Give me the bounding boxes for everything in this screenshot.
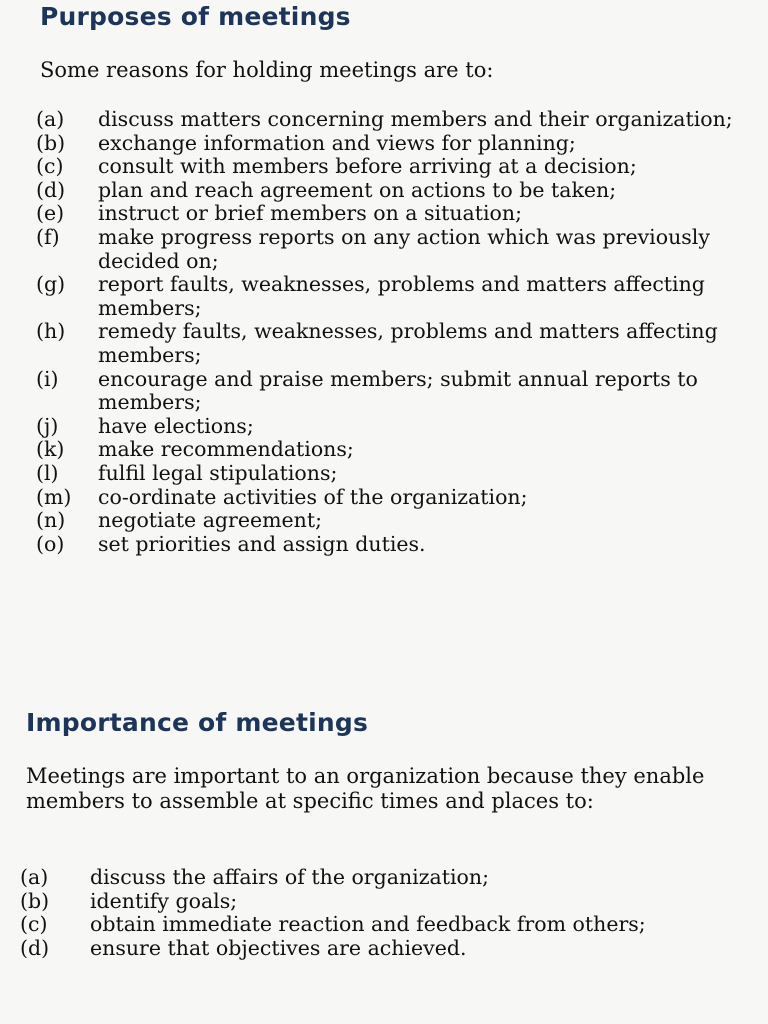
item-text: plan and reach agreement on actions to be taken; [98, 177, 617, 202]
list-item [20, 913, 732, 937]
purposes-heading: Purposes of meetings [40, 2, 351, 31]
importance-intro: Meetings are important to an organization because they enable members to assemble at specific times and places to: [26, 764, 705, 813]
item-text: exchange information and views for planning; [98, 130, 576, 155]
list-item [36, 509, 748, 533]
item-marker: (d) [36, 177, 66, 202]
item-text: ensure that objectives are achieved. [90, 935, 467, 960]
item-text: fulfil legal stipulations; [98, 460, 338, 485]
item-marker: (j) [36, 413, 59, 438]
item-text: obtain immediate reaction and feedback from others; [90, 912, 646, 937]
item-text: discuss matters concerning members and their organization; [98, 107, 733, 131]
list-item [36, 155, 748, 179]
list-item [36, 273, 748, 320]
list-item [36, 226, 748, 273]
item-marker: (l) [36, 460, 59, 485]
list-item [36, 438, 748, 462]
item-marker: (c) [36, 154, 64, 179]
list-item [36, 486, 748, 510]
item-text: have elections; [98, 413, 254, 438]
item-text: report faults, weaknesses, problems and matters affecting members; [98, 272, 705, 320]
purposes-intro: Some reasons for holding meetings are to: [40, 58, 494, 82]
item-marker: (b) [36, 130, 66, 155]
list-item [36, 132, 748, 156]
list-item [36, 533, 748, 557]
item-marker: (a) [36, 107, 65, 131]
item-text: instruct or brief members on a situation; [98, 201, 523, 226]
item-marker: (a) [20, 865, 49, 889]
item-text: identify goals; [90, 888, 238, 913]
list-item [20, 937, 732, 961]
item-marker: (b) [20, 888, 50, 913]
item-marker: (h) [36, 319, 66, 344]
item-marker: (f) [36, 224, 60, 249]
item-marker: (k) [36, 437, 65, 462]
list-item [36, 462, 748, 486]
list-item [20, 890, 732, 914]
item-text: consult with members before arriving at a decision; [98, 154, 637, 179]
list-item [36, 179, 748, 203]
list-item [36, 415, 748, 439]
item-text: set priorities and assign duties. [98, 531, 426, 556]
item-marker: (n) [36, 508, 66, 533]
list-item [36, 202, 748, 226]
purposes-list [36, 108, 748, 556]
item-text: make progress reports on any action which was previously decided on; [98, 224, 710, 273]
importance-list [20, 866, 732, 960]
item-marker: (g) [36, 272, 66, 297]
item-marker: (m) [36, 484, 72, 509]
item-text: negotiate agreement; [98, 508, 323, 533]
item-marker: (i) [36, 366, 59, 391]
item-marker: (e) [36, 201, 65, 226]
list-item [36, 108, 748, 132]
item-text: make recommendations; [98, 437, 354, 462]
item-marker: (o) [36, 531, 65, 556]
item-marker: (d) [20, 935, 50, 960]
item-text: co-ordinate activities of the organization; [98, 484, 528, 509]
importance-heading: Importance of meetings [26, 708, 369, 737]
item-marker: (c) [20, 912, 48, 937]
item-text: remedy faults, weaknesses, problems and matters affecting members; [98, 319, 718, 367]
item-text: encourage and praise members; submit annual reports to members; [98, 366, 698, 415]
list-item [20, 866, 732, 890]
item-text: discuss the affairs of the organization; [90, 865, 489, 889]
list-item [36, 320, 748, 367]
list-item [36, 368, 748, 415]
